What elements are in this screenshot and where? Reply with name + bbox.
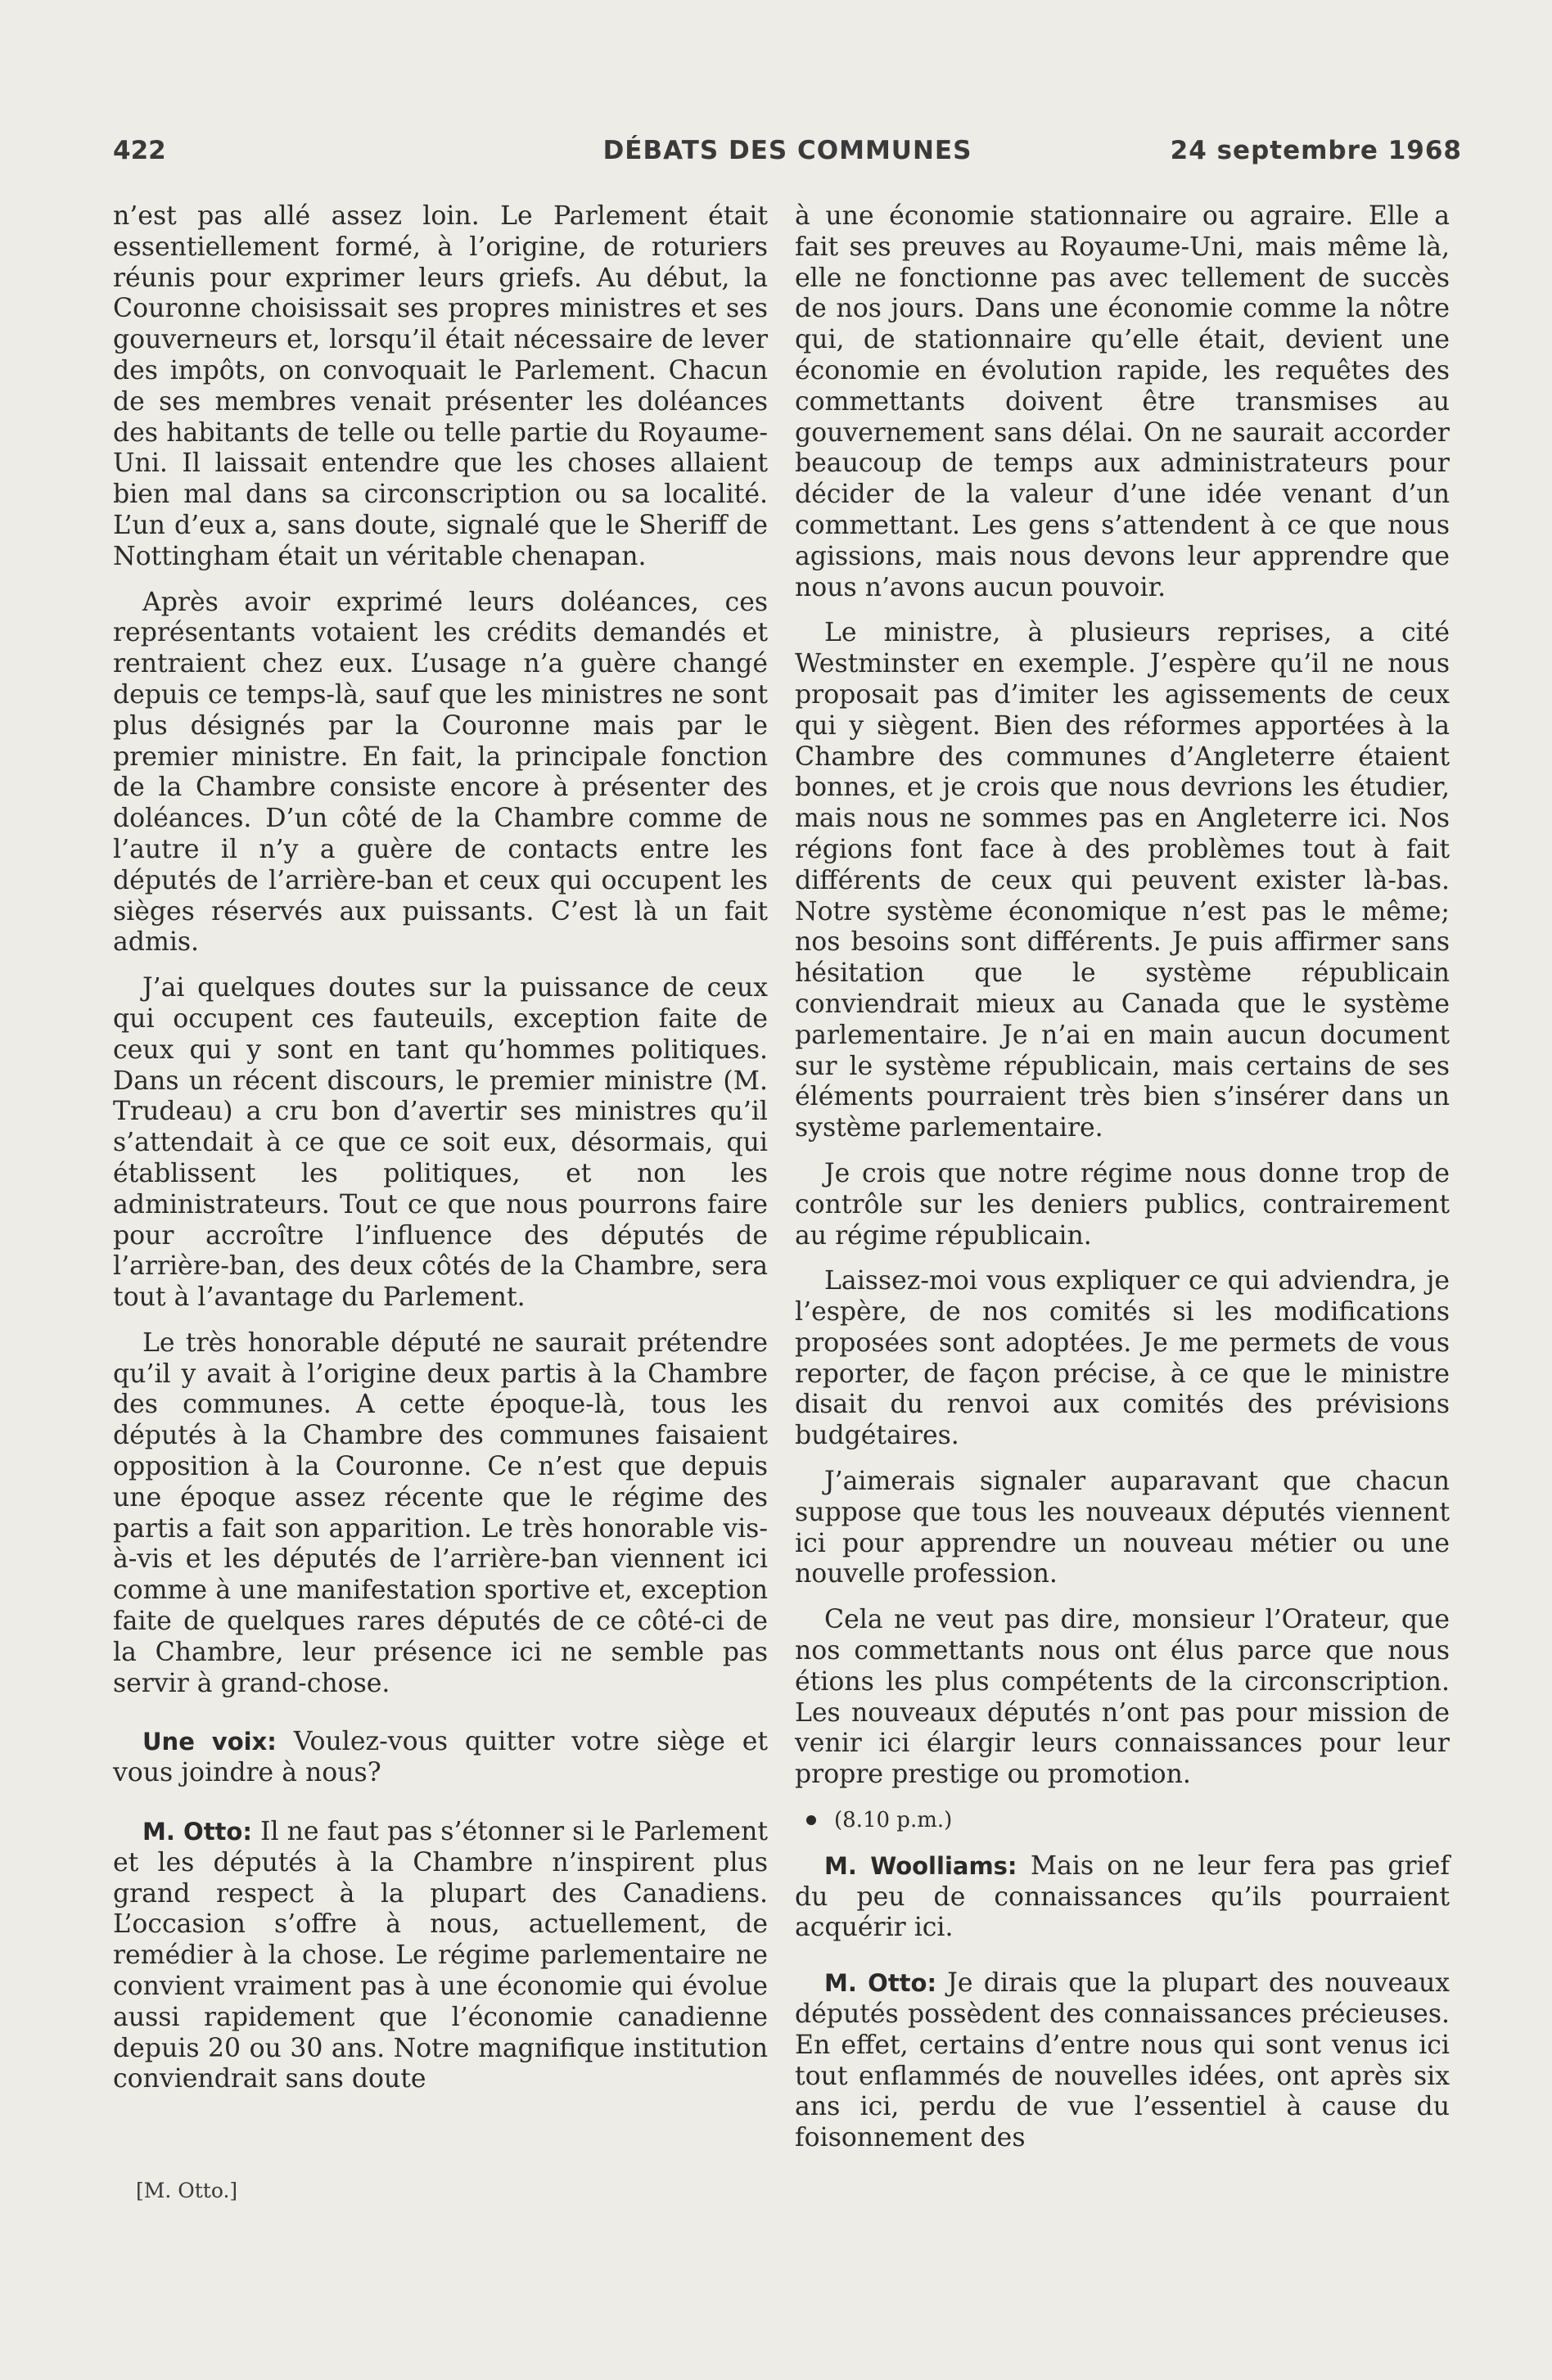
paragraph: Laissez-moi vous expliquer ce qui adviendra, je l’espère, de nos comités si les modifications proposées sont adoptées. Je me permets de vous reporter, de façon précise, à ce que le ministre disait du renvoi aux comités des prévisions budgétaires. bbox=[795, 1266, 1450, 1451]
speech-paragraph bbox=[113, 1727, 768, 1789]
paragraph: J’ai quelques doutes sur la puissance de ceux qui occupent ces fauteuils, exception faite de ceux qui y sont en tant qu’hommes politiques. Dans un récent discours, le premier ministre (M. Trudeau) a cru bon d’avertir ses ministres qu’il s’attendait à ce que ce soit eux, désormais, qui établissent les politiques, et non les administrateurs. Tout ce que nous pourrons faire pour accroître l’influence des députés de l’arrière-ban, des deux côtés de la Chambre, sera tout à l’avantage du Parlement. bbox=[113, 973, 768, 1313]
left-column bbox=[113, 201, 768, 2110]
paragraph: Après avoir exprimé leurs doléances, ces représentants votaient les crédits demandés et rentraient chez eux. L’usage n’a guère changé depuis ce temps-là, sauf que les ministres ne sont plus désignés par la Couronne mais par le premier ministre. En fait, la principale fonction de la Chambre consiste encore à présenter des doléances. D’un côté de la Chambre comme de l’autre il n’y a guère de contacts entre les députés de l’arrière-ban et ceux qui occupent les sièges réservés aux puissants. C’est là un fait admis. bbox=[113, 587, 768, 958]
timestamp-text: (8.10 p.m.) bbox=[834, 1808, 953, 1833]
speech-text: Il ne faut pas s’étonner si le Parlement et les députés à la Chambre n’inspirent plus grand respect à la plupart des Canadiens. L’occasion s’offre à nous, actuellement, de remédier à la chose. Le régime parlementaire ne convient vraiment pas à une économie qui évolue aussi rapidement que l’économie canadienne depuis 20 ou 30 ans. Notre magnifique institution conviendrait sans doute bbox=[113, 1817, 769, 2094]
page-number: 422 bbox=[113, 136, 166, 165]
speaker-name: M. Otto: bbox=[142, 1818, 252, 1846]
speech-paragraph bbox=[113, 1817, 768, 2095]
paragraph: Le ministre, à plusieurs reprises, a cité Westminster en exemple. J’espère qu’il ne nous proposait pas d’imiter les agissements de ceux qui y siègent. Bien des réformes apportées à la Chambre des communes d’Angleterre étaient bonnes, et je crois que nous devrions les étudier, mais nous ne sommes pas en Angleterre ici. Nos régions font face à des problèmes tout à fait différents de ceux qui peuvent exister là-bas. Notre système économique n’est pas le même; nos besoins sont différents. Je puis affirmer sans hésitation que le système républicain conviendrait mieux au Canada que le système parlementaire. Je n’ai en main aucun document sur le système républicain, mais certains de ses éléments pourraient très bien s’insérer dans un système parlementaire. bbox=[795, 618, 1450, 1143]
speech-text: Mais on ne leur fera pas grief du peu de connaissances qu’ils pourraient acquérir ici. bbox=[795, 1850, 1450, 1943]
timestamp bbox=[795, 1805, 1450, 1837]
speaker-name: Une voix: bbox=[142, 1728, 277, 1756]
speaker-footer: [M. Otto.] bbox=[136, 2179, 238, 2202]
bullet-icon bbox=[806, 1815, 816, 1825]
right-column bbox=[795, 201, 1450, 2169]
speech-text: Je dirais que la plupart des nouveaux députés possèdent des connaissances précieuses. En effet, certains d’entre nous qui sont venus ici tout enflammés de nouvelles idées, ont après six ans ici, perdu de vue l’essentiel à cause du foisonnement des bbox=[795, 1968, 1450, 2153]
page-header bbox=[113, 136, 1462, 177]
paragraph: n’est pas allé assez loin. Le Parlement était essentiellement formé, à l’origine, de roturiers réunis pour exprimer leurs griefs. Au début, la Couronne choisissait ses propres ministres et ses gouverneurs et, lorsqu’il était nécessaire de lever des impôts, on convoquait le Parlement. Chacun de ses membres venait présenter les doléances des habitants de telle ou telle partie du Royaume-Uni. Il laissait entendre que les choses allaient bien mal dans sa circonscription ou sa localité. L’un d’eux a, sans doute, signalé que le Sheriff de Nottingham était un véritable chenapan. bbox=[113, 201, 768, 571]
paragraph: à une économie stationnaire ou agraire. Elle a fait ses preuves au Royaume-Uni, mais même là, elle ne fonctionne pas avec tellement de succès de nos jours. Dans une économie comme la nôtre qui, de stationnaire qu’elle était, devient une économie en évolution rapide, les requêtes des commettants doivent être transmises au gouvernement sans délai. On ne saurait accorder beaucoup de temps aux administrateurs pour décider de la valeur d’une idée venant d’un commettant. Les gens s’attendent à ce que nous agissions, mais nous devons leur apprendre que nous n’avons aucun pouvoir. bbox=[795, 201, 1450, 602]
speaker-name: M. Otto: bbox=[824, 1969, 937, 1998]
paragraph: Cela ne veut pas dire, monsieur l’Orateur, que nos commettants nous ont élus parce que nous étions les plus compétents de la circonscription. Les nouveaux députés n’ont pas pour mission de venir ici élargir leurs connaissances pour leur propre prestige ou promotion. bbox=[795, 1605, 1450, 1790]
speech-text: Voulez-vous quitter votre siège et vous joindre à nous? bbox=[113, 1727, 768, 1788]
paragraph: Le très honorable député ne saurait prétendre qu’il y avait à l’origine deux partis à la Chambre des communes. A cette époque-là, tous les députés à la Chambre des communes faisaient opposition à la Couronne. Ce n’est que depuis une époque assez récente que le régime des partis a fait son apparition. Le très honorable vis-à-vis et les députés de l’arrière-ban viennent ici comme à une manifestation sportive et, exception faite de quelques rares députés de ce côté-ci de la Chambre, leur présence ici ne semble pas servir à grand-chose. bbox=[113, 1327, 768, 1698]
session-date: 24 septembre 1968 bbox=[1170, 136, 1462, 165]
publication-title: DÉBATS DES COMMUNES bbox=[602, 136, 972, 165]
paragraph: J’aimerais signaler auparavant que chacun suppose que tous les nouveaux députés viennent ici pour apprendre un nouveau métier ou une nouvelle profession. bbox=[795, 1467, 1450, 1589]
speech-paragraph bbox=[795, 1851, 1450, 1944]
speech-paragraph bbox=[795, 1968, 1450, 2154]
paragraph: Je crois que notre régime nous donne trop de contrôle sur les deniers publics, contrairement au régime républicain. bbox=[795, 1158, 1450, 1251]
speaker-name: M. Woolliams: bbox=[824, 1851, 1017, 1880]
